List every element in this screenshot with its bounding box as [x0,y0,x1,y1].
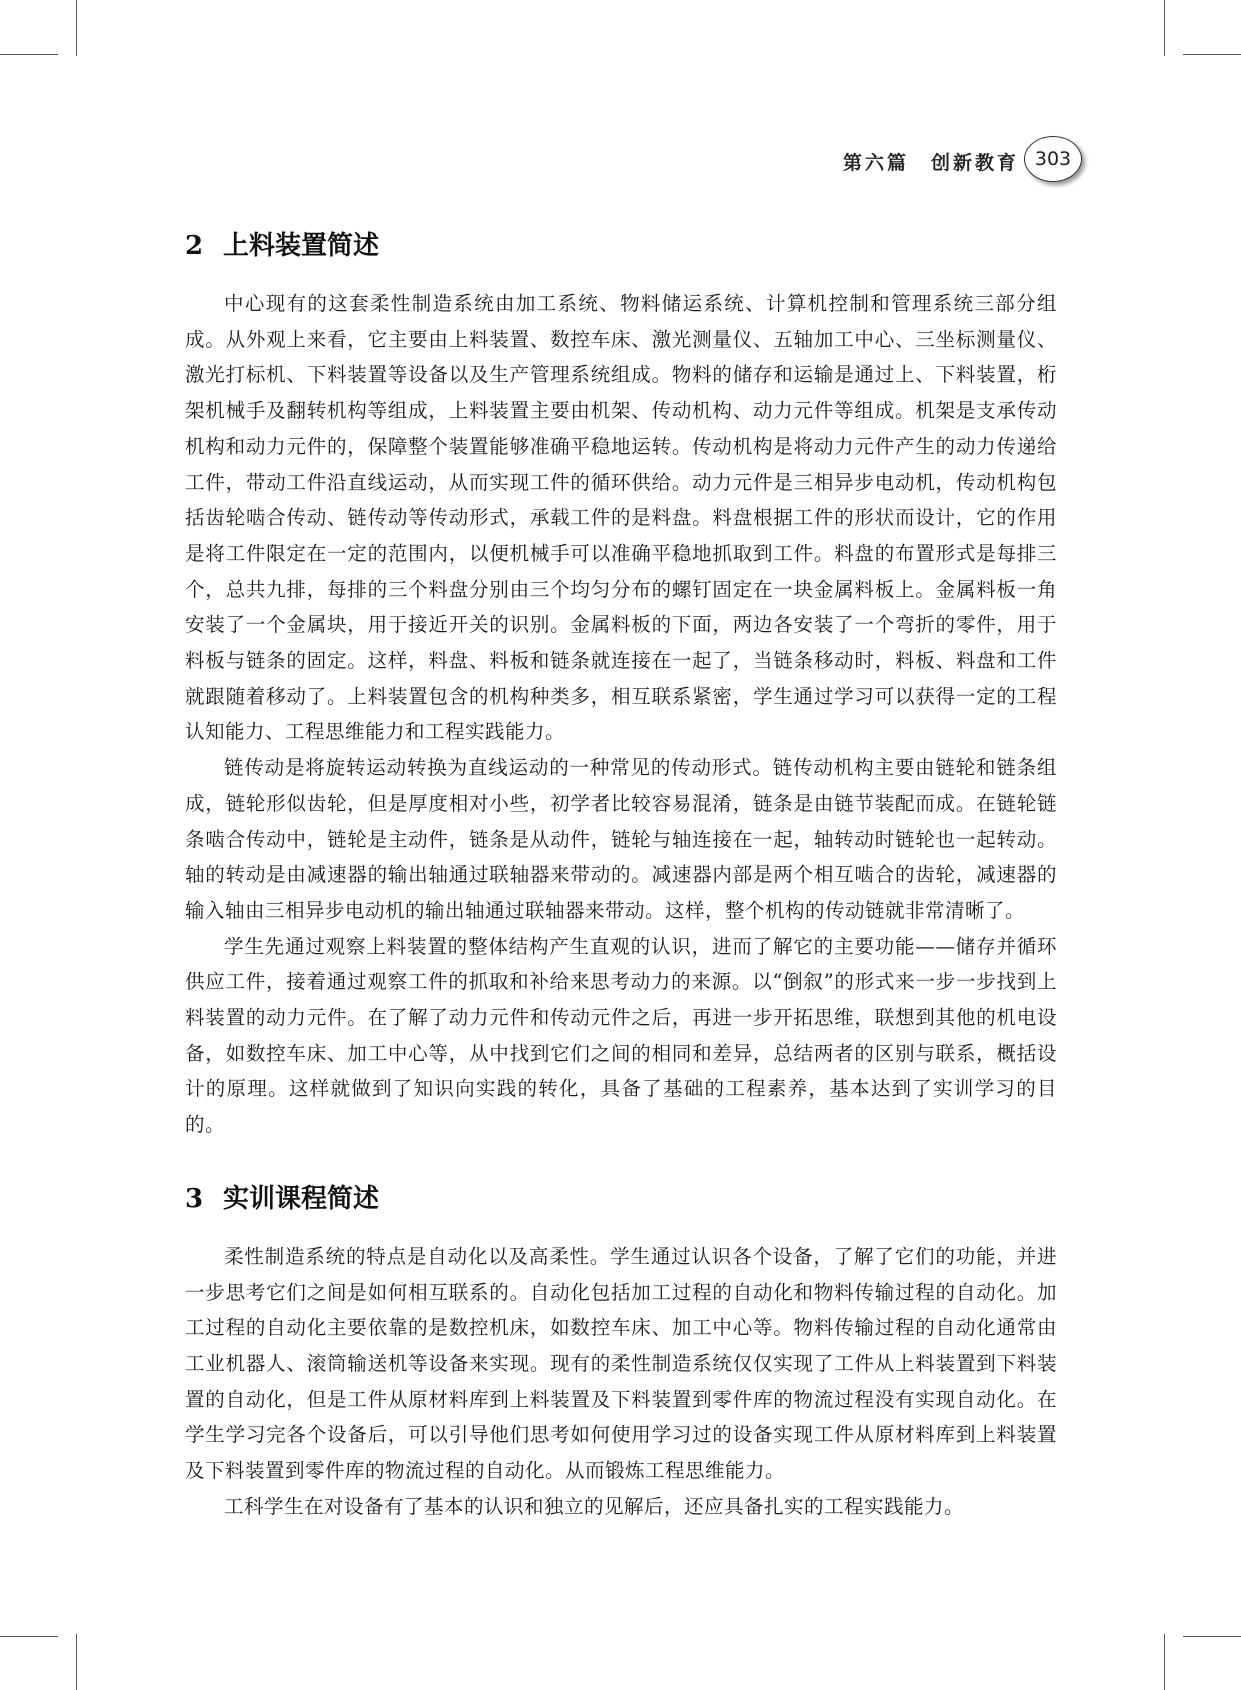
section-title: 上料装置简述 [223,231,380,261]
page-number-badge: 303 [1024,136,1082,182]
paragraph: 学生先通过观察上料装置的整体结构产生直观的认识，进而了解它的主要功能——储存并循环供应工件，接着通过观察工件的抓取和补给来思考动力的来源。以“倒叙”的形式来一步一步找到上料装置的动力元件。在了解了动力元件和传动元件之后，再进一步开拓思维，联想到其他的机电设备，如数控车床、加工中心等，从中找到它们之间的相同和差异，总结两者的区别与联系，概括设计的原理。这样就做到了知识向实践的转化，具备了基础的工程素养，基本达到了实训学习的目的。 [185,934,1057,1137]
crop-mark-top-left-v [76,0,77,56]
page-body [185,210,1057,1525]
section-heading [185,226,1057,266]
paragraph: 柔性制造系统的特点是自动化以及高柔性。学生通过认识各个设备，了解了它们的功能，并进一步思考它们之间是如何相互联系的。自动化包括加工过程的自动化和物料传输过程的自动化。加工过程的自动化主要依靠的是数控机床，如数控车床、加工中心等。物料传输过程的自动化通常由工业机器人、滚筒输送机等设备来实现。现有的柔性制造系统仅仅实现了工件从上料装置到下料装置的自动化，但是工件从原材料库到上料装置及下料装置到零件库的物流过程没有实现自动化。在学生学习完各个设备后，可以引导他们思考如何使用学习过的设备实现工件从原材料库到上料装置及下料装置到零件库的物流过程的自动化。从而锻炼工程思维能力。 [185,1244,1057,1483]
crop-mark-top-left-h [0,54,58,55]
section-number: 2 [185,231,204,261]
section-number: 3 [185,1183,204,1214]
crop-mark-bottom-left-h [0,1636,58,1637]
crop-mark-bottom-right-h [1183,1636,1241,1637]
section-heading [185,1179,1057,1219]
section-title: 实训课程简述 [223,1183,380,1214]
paragraph: 工科学生在对设备有了基本的认识和独立的见解后，还应具备扎实的工程实践能力。 [224,1494,965,1518]
crop-mark-top-right-h [1183,54,1241,55]
crop-mark-bottom-left-v [76,1634,77,1690]
running-header [0,136,1241,186]
paragraph: 链传动是将旋转运动转换为直线运动的一种常见的传动形式。链传动机构主要由链轮和链条组成，链轮形似齿轮，但是厚度相对小些，初学者比较容易混淆，链条是由链节装配而成。在链轮链条啮合传动中，链轮是主动件，链条是从动件，链轮与轴连接在一起，轴转动时链轮也一起转动。轴的转动是由减速器的输出轴通过联轴器来带动的。减速器内部是两个相互啮合的齿轮，减速器的输入轴由三相异步电动机的输出轴通过联轴器来带动。这样，整个机构的传动链就非常清晰了。 [185,756,1057,922]
paragraph: 中心现有的这套柔性制造系统由加工系统、物料储运系统、计算机控制和管理系统三部分组成。从外观上来看，它主要由上料装置、数控车床、激光测量仪、五轴加工中心、三坐标测量仪、激光打标机、下料装置等设备以及生产管理系统组成。物料的储存和运输是通过上、下料装置，桁架机械手及翻转机构等组成，上料装置主要由机架、传动机构、动力元件等组成。机架是支承传动机构和动力元件的，保障整个装置能够准确平稳地运转。传动机构是将动力元件产生的动力传递给工件，带动工件沿直线运动，从而实现工件的循环供给。动力元件是三相异步电动机，传动机构包括齿轮啮合传动、链传动等传动形式，承载工件的是料盘。料盘根据工件的形状而设计，它的作用是将工件限定在一定的范围内，以便机械手可以准确平稳地抓取到工件。料盘的布置形式是每排三个，总共九排，每排的三个料盘分别由三个均匀分布的螺钉固定在一块金属料板上。金属料板一角安装了一个金属块，用于接近开关的识别。金属料板的下面，两边各安装了一个弯折的零件，用于料板与链条的固定。这样，料盘、料板和链条就连接在一起了，当链条移动时，料板、料盘和工件就跟随着移动了。上料装置包含的机构种类多，相互联系紧密，学生通过学习可以获得一定的工程认知能力、工程思维能力和工程实践能力。 [185,292,1057,744]
crop-mark-bottom-right-v [1164,1634,1165,1690]
chapter-title: 第六篇 创新教育 [842,152,1019,174]
crop-mark-top-right-v [1164,0,1165,56]
